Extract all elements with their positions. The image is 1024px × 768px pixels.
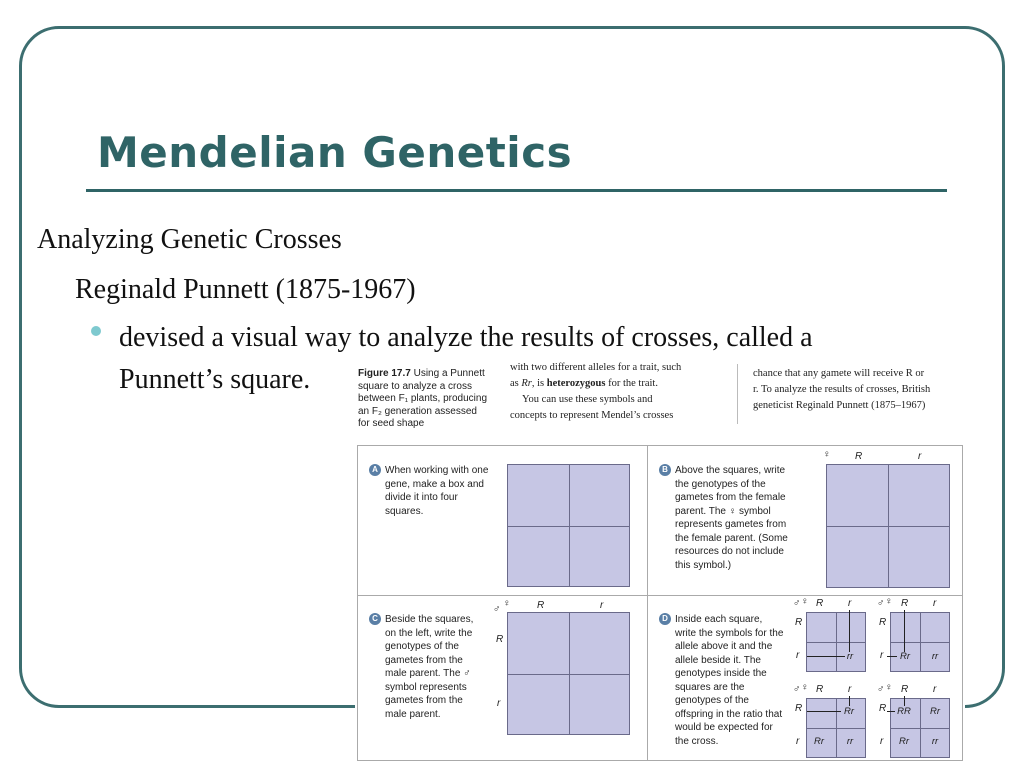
heading-analyzing-crosses: Analyzing Genetic Crosses bbox=[37, 224, 342, 255]
mini1-arrow-right bbox=[807, 656, 845, 657]
mini3-male: ♂ bbox=[793, 684, 801, 695]
body-a-line1: with two different alleles for a trait, such bbox=[510, 362, 682, 373]
mini4-arrow-down bbox=[904, 696, 905, 706]
badge-c: C bbox=[369, 613, 381, 625]
mini1-top-r: r bbox=[848, 598, 852, 609]
mini4-arrow-right bbox=[887, 711, 895, 712]
mini3-cell-Rr-bottom: Rr bbox=[813, 736, 825, 747]
body-b-line1: chance that any gamete will receive R or bbox=[753, 368, 925, 379]
mini3-cell-rr: rr bbox=[846, 736, 854, 747]
body-b-line2: r. To analyze the results of crosses, British bbox=[753, 384, 931, 395]
female-symbol-c: ♀ bbox=[503, 598, 511, 609]
mini2-cell-Rr: Rr bbox=[899, 651, 911, 662]
mini-grid-2 bbox=[890, 612, 950, 672]
mini3-female: ♀ bbox=[801, 682, 809, 693]
female-symbol-b: ♀ bbox=[823, 449, 831, 460]
mini-grid-3 bbox=[806, 698, 866, 758]
mini3-side-r: r bbox=[796, 736, 800, 747]
heading-punnett: Reginald Punnett (1875-1967) bbox=[75, 274, 416, 305]
mini1-cell-rr: rr bbox=[846, 651, 854, 662]
badge-d: D bbox=[659, 613, 671, 625]
body-a-line3: You can use these symbols and bbox=[522, 394, 653, 405]
body-b-line3: geneticist Reginald Punnett (1875–1967) bbox=[753, 400, 926, 411]
panel-b-text: Above the squares, write the genotypes of the gametes from the female parent. The ♀ symbol represents gametes from the female parent. (Some resources do not include this symbol.) bbox=[675, 465, 788, 571]
mini4-cell-RR: RR bbox=[897, 706, 911, 717]
bullet-dot bbox=[91, 326, 101, 336]
mini3-top-r: r bbox=[848, 684, 852, 695]
allele-R-c-side: R bbox=[496, 634, 504, 645]
mini4-cell-rr: rr bbox=[931, 736, 939, 747]
mini3-arrow-down bbox=[849, 696, 850, 706]
mini2-top-R: R bbox=[901, 598, 909, 609]
bullet-text-line2: Punnett’s square. bbox=[119, 364, 311, 395]
mini2-top-r: r bbox=[933, 598, 937, 609]
figure-caption-label: Figure 17.7 bbox=[358, 368, 411, 379]
mini1-male: ♂ bbox=[793, 598, 801, 609]
body-a-line4: concepts to represent Mendel’s crosses bbox=[510, 410, 674, 421]
figure-body-text-a bbox=[510, 360, 725, 424]
mini1-side-R: R bbox=[795, 617, 803, 628]
mini-grid-1 bbox=[806, 612, 866, 672]
mini1-arrow-down bbox=[849, 610, 850, 652]
punnett-grid-c bbox=[507, 612, 630, 735]
column-divider bbox=[737, 364, 738, 424]
panel-c-text: Beside the squares, on the left, write the genotypes of the gametes from the male parent. The ♂ symbol represents gametes from the male parent. bbox=[385, 614, 474, 720]
mini4-female: ♀ bbox=[885, 682, 893, 693]
slide-title: Mendelian Genetics bbox=[97, 128, 573, 177]
body-a-line2: as Rr, is heterozygous for the trait. bbox=[510, 378, 658, 389]
punnett-figure bbox=[355, 360, 965, 765]
badge-a: A bbox=[369, 464, 381, 476]
panel-h-divider bbox=[357, 595, 963, 596]
mini3-side-R: R bbox=[795, 703, 803, 714]
mini2-male: ♂ bbox=[877, 598, 885, 609]
mini1-side-r: r bbox=[796, 650, 800, 661]
allele-r-b: r bbox=[918, 451, 922, 462]
male-symbol-c: ♂ bbox=[493, 604, 501, 615]
mini3-arrow-right bbox=[807, 711, 841, 712]
panel-v-divider bbox=[647, 445, 648, 761]
mini4-top-r: r bbox=[933, 684, 937, 695]
mini2-side-r: r bbox=[880, 650, 884, 661]
bullet-text-line1: devised a visual way to analyze the results of crosses, called a bbox=[119, 322, 813, 353]
badge-b: B bbox=[659, 464, 671, 476]
mini4-side-r: r bbox=[880, 736, 884, 747]
mini4-male: ♂ bbox=[877, 684, 885, 695]
title-underline bbox=[86, 189, 947, 192]
mini2-arrow-down bbox=[904, 610, 905, 652]
panel-d-text: Inside each square, write the symbols for the allele above it and the allele beside it. The genotypes inside the squares are the genotypes of the offspring in the ratio that would be expected for the cross. bbox=[675, 614, 784, 747]
allele-r-c-top: r bbox=[600, 600, 604, 611]
figure-caption bbox=[358, 368, 490, 431]
mini4-cell-Rr-top: Rr bbox=[929, 706, 941, 717]
mini1-top-R: R bbox=[816, 598, 824, 609]
mini4-cell-Rr-bottom: Rr bbox=[898, 736, 910, 747]
mini3-cell-Rr-top: Rr bbox=[843, 706, 855, 717]
allele-R-b: R bbox=[855, 451, 863, 462]
mini2-side-R: R bbox=[879, 617, 887, 628]
panel-a-text: When working with one gene, make a box and divide it into four squares. bbox=[385, 465, 489, 517]
mini4-top-R: R bbox=[901, 684, 909, 695]
mini2-arrow-right bbox=[887, 656, 897, 657]
punnett-grid-a bbox=[507, 464, 630, 587]
allele-r-c-side: r bbox=[497, 698, 501, 709]
allele-R-c-top: R bbox=[537, 600, 545, 611]
figure-body-text-b bbox=[753, 366, 965, 414]
mini4-side-R: R bbox=[879, 703, 887, 714]
punnett-grid-b bbox=[826, 464, 950, 588]
figure-caption-text: Using a Punnett square to analyze a cross between F₁ plants, producing an F₂ generation assessed for seed shape bbox=[358, 368, 488, 429]
mini1-female: ♀ bbox=[801, 596, 809, 607]
mini3-top-R: R bbox=[816, 684, 824, 695]
mini2-cell-rr: rr bbox=[931, 651, 939, 662]
mini2-female: ♀ bbox=[885, 596, 893, 607]
